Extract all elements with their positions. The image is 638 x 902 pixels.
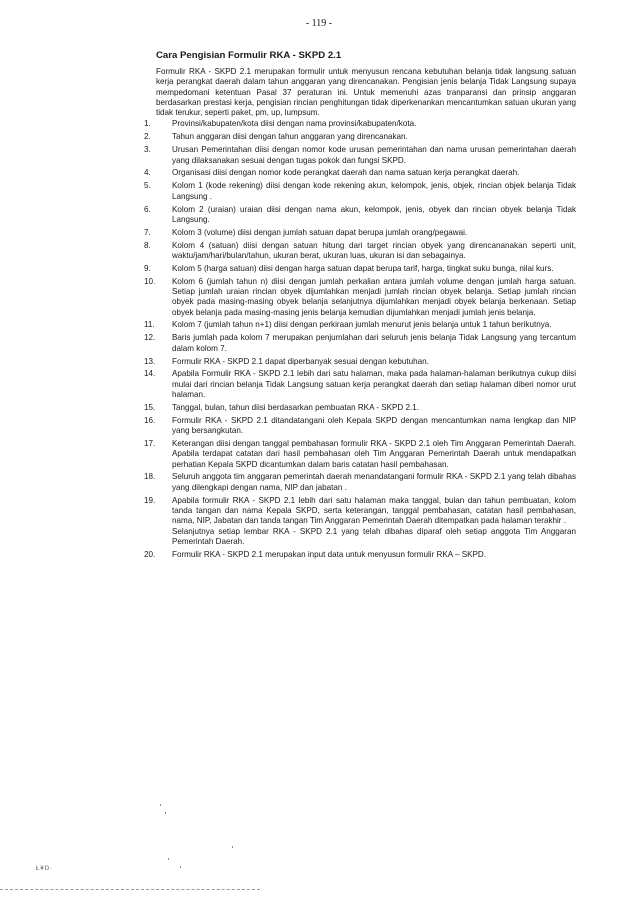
scan-speck xyxy=(165,812,166,814)
scan-speck xyxy=(180,866,181,868)
list-item-text: Keterangan diisi dengan tanggal pembahasan formulir RKA - SKPD 2.1 oleh Tim Anggaran Pemerintah Daerah. Apabila terdapat catatan dari hasil pembahasan oleh Tim Anggaran Pemerintah Daerah untuk mendapatkan perhatian Kepala SKPD dicantumkan dalam baris catatan hasil pembahasan. xyxy=(172,439,576,469)
list-item xyxy=(144,416,576,437)
list-item xyxy=(144,369,576,400)
list-item-text: Formulir RKA - SKPD 2.1 merupakan input data untuk menyusun formulir RKA – SKPD. xyxy=(172,549,486,559)
list-item-number: 13. xyxy=(144,356,156,366)
list-item-text: Organisasi diisi dengan nomor kode perangkat daerah dan nama satuan kerja perangkat daerah. xyxy=(172,168,520,178)
list-item-number: 14. xyxy=(144,369,156,379)
list-item-number: 10. xyxy=(144,276,156,286)
list-item-number: 3. xyxy=(144,145,151,155)
intro-paragraph: Formulir RKA - SKPD 2.1 merupakan formulir untuk menyusun rencana kebutuhan belanja tidak langsung satuan kerja perangkat daerah dalam tahun anggaran yang direncanakan. Pengisian jenis belanja Tidak Langsung supaya mempedomani ketentuan Pasal 37 peraturan ini. Untuk memenuhi azas tranparansi dan prinsip anggaran berdasarkan prestasi kerja, pengisian rincian penghitungan tidak diperkenankan mencantumkan satuan ukuran yang tidak terukur, seperti paket, pm, up, lumpsum. xyxy=(156,67,576,118)
instruction-list xyxy=(144,119,576,560)
list-item xyxy=(144,496,576,547)
list-item xyxy=(144,241,576,262)
list-item-number: 19. xyxy=(144,495,156,505)
list-item-number: 17. xyxy=(144,439,156,448)
list-item xyxy=(144,550,576,560)
list-item-text: Baris jumlah pada kolom 7 merupakan penjumlahan dari seluruh jenis belanja Tidak Langsung yang tercantum dalam kolom 7. xyxy=(172,333,576,353)
list-item xyxy=(144,277,576,318)
bottom-rule xyxy=(0,889,260,890)
list-item-text: Provinsi/kabupaten/kota diisi dengan nama provinsi/kabupaten/kota. xyxy=(172,119,417,129)
list-item-number: 18. xyxy=(144,472,156,482)
list-item xyxy=(144,119,576,129)
list-item-number: 20. xyxy=(144,549,156,559)
list-item-number: 9. xyxy=(144,263,151,273)
scan-speck xyxy=(232,846,233,848)
list-item xyxy=(144,205,576,226)
list-item-text: Kolom 5 (harga satuan) diisi dengan harga satuan dapat berupa tarif, harga, tingkat suku bunga, nilai kurs. xyxy=(172,263,554,273)
page-number: - 119 - xyxy=(305,18,333,29)
list-item-text: Kolom 1 (kode rekening) diisi dengan kode rekening akun, kelompok, jenis, objek, rincian objek belanja Tidak Langsung . xyxy=(172,181,576,201)
list-item-number: 7. xyxy=(144,227,151,237)
list-item-text: Formulir RKA - SKPD 2.1 ditandatangani oleh Kepala SKPD dengan mencantumkan nama lengkap dan NIP yang bersangkutan. xyxy=(172,415,576,436)
list-item xyxy=(144,357,576,367)
list-item xyxy=(144,333,576,354)
list-item-number: 1. xyxy=(144,119,151,129)
list-item xyxy=(144,472,576,493)
list-item-note: Selanjutnya setiap lembar RKA - SKPD 2.1 yang telah dibahas diparaf oleh setiap anggota Tim Anggaran Pemerintah Daerah. xyxy=(172,526,576,546)
scan-speck xyxy=(168,858,169,860)
list-item-number: 11. xyxy=(144,320,155,330)
list-item xyxy=(144,145,576,166)
list-item-number: 8. xyxy=(144,240,151,250)
section-title: Cara Pengisian Formulir RKA - SKPD 2.1 xyxy=(156,50,342,61)
list-item xyxy=(144,264,576,274)
list-item-number: 2. xyxy=(144,132,151,142)
list-item-number: 12. xyxy=(144,333,156,343)
list-item-text: Formulir RKA - SKPD 2.1 dapat diperbanyak sesuai dengan kebutuhan. xyxy=(172,356,429,366)
list-item xyxy=(144,168,576,178)
list-item-text: Kolom 2 (uraian) uraian diisi dengan nama akun, kelompok, jenis, obyek dan rincian obyek belanja Tidak Langsung. xyxy=(172,204,576,224)
scan-artifact-mark: Ł¥Ŋ· xyxy=(36,866,54,872)
document-body xyxy=(144,50,576,563)
list-item xyxy=(144,403,576,413)
list-item-text: Kolom 4 (satuan) diisi dengan satuan hitung dari target rincian obyek yang direncananakan seperti unit, waktu/jam/hari/bulan/tahun, ukuran berat, ukuran luas, ukuran isi dan sebagainya. xyxy=(172,240,576,260)
list-item-text: Apabila formulir RKA - SKPD 2.1 lebih dari satu halaman maka tanggal, bulan dan tahun pembuatan, kolom tanda tangan dan nama Kepala SKPD, serta keterangan, tanggal pembahasan, catatan hasil pembahasan, nama, NIP, Jabatan dan tanda tangan Tim Anggaran Pemerintah Daerah ditempatkan pada halaman terakhir . xyxy=(172,495,576,526)
list-item xyxy=(144,439,576,470)
list-item-text: Tanggal, bulan, tahun diisi berdasarkan pembuatan RKA - SKPD 2.1. xyxy=(172,402,420,412)
list-item-text: Kolom 6 (jumlah tahun n) diisi dengan jumlah perkalian antara jumlah volume dengan jumlah harga satuan. Setiap jumlah uraian rincian obyek dijumlahkan menjadi jumlah rincian obyek belanja. Setiap jumlah rincian obyek pada masing-masing obyek belanja selanjutnya dijumlahkan menjadi obyek belanja berkenaan. Setiap obyek belanja pada masing-masing jenis belanja kemudian dijumlahkan menjadi jumlah jenis belanja. xyxy=(172,276,576,317)
list-item xyxy=(144,228,576,238)
scan-speck xyxy=(160,804,161,806)
list-item xyxy=(144,181,576,202)
list-item-text: Kolom 7 (jumlah tahun n+1) diisi dengan perkiraan jumlah menurut jenis belanja untuk 1 tahun berikutnya. xyxy=(172,320,552,330)
list-item-number: 16. xyxy=(144,415,156,425)
list-item-text: Urusan Pemerintahan diisi dengan nomor kode urusan pemerintahan dan nama urusan pemerintahan daerah yang dilaksanakan sesuai dengan tugas pokok dan fungsi SKPD. xyxy=(172,145,576,165)
list-item-number: 5. xyxy=(144,181,151,191)
list-item xyxy=(144,132,576,142)
list-item-text: Apabila Formulir RKA - SKPD 2.1 lebih dari satu halaman, maka pada halaman-halaman berikutnya cukup diisi mulai dari rincian belanja Tidak Langsung satuan kerja perangkat daerah dan setiap halaman diberi nomor urut halaman. xyxy=(172,369,576,400)
list-item-number: 15. xyxy=(144,402,156,412)
list-item-text: Seluruh anggota tim anggaran pemerintah daerah menandatangani formulir RKA - SKPD 2.1 yang telah dibahas yang dilengkapi dengan nama, NIP dan jabatan . xyxy=(172,472,576,492)
list-item-number: 4. xyxy=(144,168,151,178)
list-item-text: Kolom 3 (volume) diisi dengan jumlah satuan dapat berupa jumlah orang/pegawai. xyxy=(172,227,468,237)
list-item xyxy=(144,320,576,330)
list-item-number: 6. xyxy=(144,204,151,214)
list-item-text: Tahun anggaran diisi dengan tahun anggaran yang direncanakan. xyxy=(172,132,408,142)
